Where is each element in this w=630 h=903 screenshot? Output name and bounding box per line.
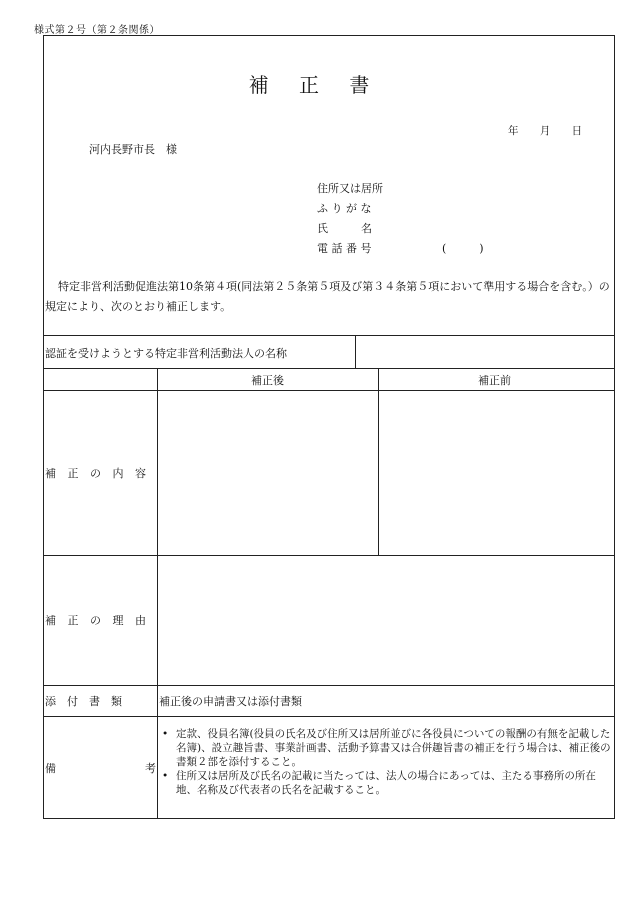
remarks-notes [160, 727, 612, 797]
document-title: 補 正 書 [248, 73, 382, 97]
date-line: 年 月 日 [508, 125, 583, 137]
row-label-content: 補 正 の 内 容 [45, 467, 146, 480]
org-name-label: 認証を受けようとする特定非営利活動法人の名称 [45, 347, 287, 360]
applicant-phone-blank: ( ) [442, 242, 484, 255]
remarks-note-text: 住所又は居所及び氏名の記載に当たっては、法人の場合にあっては、主たる事務所の所在地、名称及び代表者の氏名を記載すること。 [176, 770, 596, 796]
bullet-icon: • [162, 728, 169, 740]
remarks-note [160, 769, 612, 797]
form-number-label: 様式第２号（第２条関係） [34, 25, 160, 36]
row-label-remarks-left: 備 [45, 762, 56, 775]
divider-org-top [43, 335, 615, 336]
divider-org-value [355, 335, 356, 368]
divider-attachment-bottom [43, 716, 615, 717]
divider-after-before [378, 368, 379, 555]
column-after-header: 補正後 [251, 374, 284, 387]
applicant-phone-label: 電 話 番 号 [317, 242, 372, 255]
applicant-furigana-label: ふ り が な [317, 202, 372, 215]
divider-label-column [157, 368, 158, 819]
remarks-note [160, 727, 612, 769]
applicant-address-label: 住所又は居所 [317, 182, 383, 195]
divider-content-bottom-mid [157, 555, 379, 556]
row-label-reason: 補 正 の 理 由 [45, 614, 146, 627]
column-before-header: 補正前 [478, 374, 511, 387]
divider-content-bottom [43, 555, 158, 556]
divider-before-right-bottom [378, 555, 615, 556]
bullet-icon: • [162, 770, 169, 782]
statement-text: 特定非営利活動促進法第10条第４項(同法第２５条第５項及び第３４条第５項において準用する場合を含む。）の規定により、次のとおり補正します。 [45, 280, 610, 313]
remarks-note-text: 定款、役員名簿(役員の氏名及び住所又は居所並びに各役員についての報酬の有無を記載した名簿)、設立趣旨書、事業計画書、活動予算書又は合併趣旨書の補正を行う場合は、補正後の書類２部を添付すること。 [176, 728, 611, 768]
attachment-value: 補正後の申請書又は添付書類 [159, 695, 302, 708]
row-label-remarks-right: 考 [145, 762, 156, 775]
addressee: 河内長野市長 様 [89, 143, 177, 156]
divider-reason-bottom [43, 685, 615, 686]
divider-header-top [43, 368, 615, 369]
row-label-attachment: 添 付 書 類 [45, 695, 122, 708]
applicant-name-label: 氏 名 [317, 222, 372, 235]
divider-header-bottom [43, 390, 615, 391]
